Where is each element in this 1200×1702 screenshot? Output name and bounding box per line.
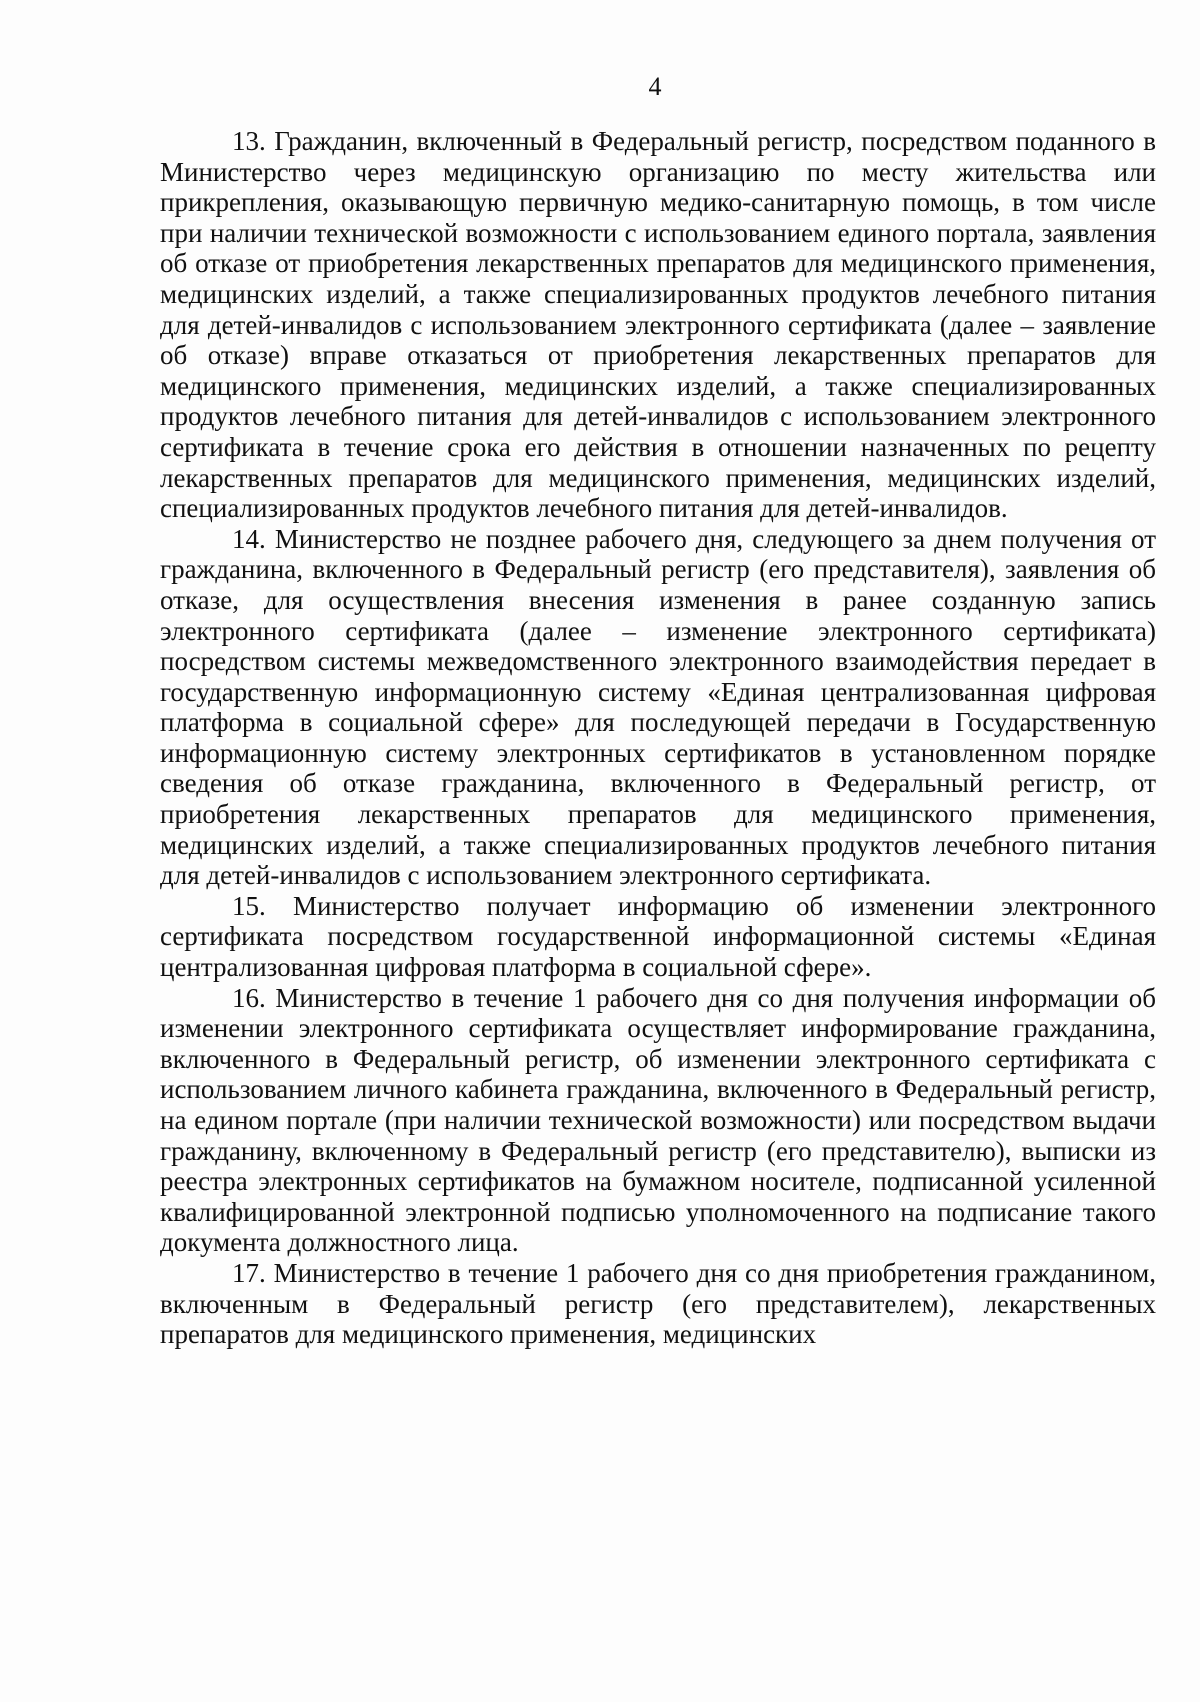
paragraph-17: 17. Министерство в течение 1 рабочего дня со дня приобретения гражданином, включенным в Федеральный регистр (его представителем), лекарственных препаратов для медицинского применения, медицинских <box>160 1257 1156 1350</box>
paragraph-16: 16. Министерство в течение 1 рабочего дня со дня получения информации об изменении электронного сертификата осуществляет информирование гражданина, включенного в Федеральный регистр, об изменении электронного сертификата с использованием личного кабинета гражданина, включенного в Федеральный регистр, на едином портале (при наличии технической возможности) или посредством выдачи гражданину, включенному в Федеральный регистр (его представителю), выписки из реестра электронных сертификатов на бумажном носителе, подписанной усиленной квалифицированной электронной подписью уполномоченного на подписание такого документа должностного лица. <box>160 982 1156 1258</box>
document-body <box>160 126 1156 1350</box>
paragraph-14: 14. Министерство не позднее рабочего дня, следующего за днем получения от гражданина, включенного в Федеральный регистр (его представителя), заявления об отказе, для осуществления внесения изменения в ранее созданную запись электронного сертификата (далее – изменение электронного сертификата) посредством системы межведомственного электронного взаимодействия передает в государственную информационную систему «Единая централизованная цифровая платформа в социальной сфере» для последующей передачи в Государственную информационную систему электронных сертификатов в установленном порядке сведения об отказе гражданина, включенного в Федеральный регистр, от приобретения лекарственных препаратов для медицинского применения, медицинских изделий, а также специализированных продуктов лечебного питания для детей-инвалидов с использованием электронного сертификата. <box>160 523 1156 891</box>
paragraph-15: 15. Министерство получает информацию об изменении электронного сертификата посредством государственной информационной системы «Единая централизованная цифровая платформа в социальной сфере». <box>160 890 1156 983</box>
paragraph-13: 13. Гражданин, включенный в Федеральный регистр, посредством поданного в Министерство через медицинскую организацию по месту жительства или прикрепления, оказывающую первичную медико-санитарную помощь, в том числе при наличии технической возможности с использованием единого портала, заявления об отказе от приобретения лекарственных препаратов для медицинского применения, медицинских изделий, а также специализированных продуктов лечебного питания для детей-инвалидов с использованием электронного сертификата (далее – заявление об отказе) вправе отказаться от приобретения лекарственных препаратов для медицинского применения, медицинских изделий, а также специализированных продуктов лечебного питания для детей-инвалидов с использованием электронного сертификата в течение срока его действия в отношении назначенных по рецепту лекарственных препаратов для медицинского применения, медицинских изделий, специализированных продуктов лечебного питания для детей-инвалидов. <box>160 126 1156 524</box>
page-number: 4 <box>648 72 662 101</box>
